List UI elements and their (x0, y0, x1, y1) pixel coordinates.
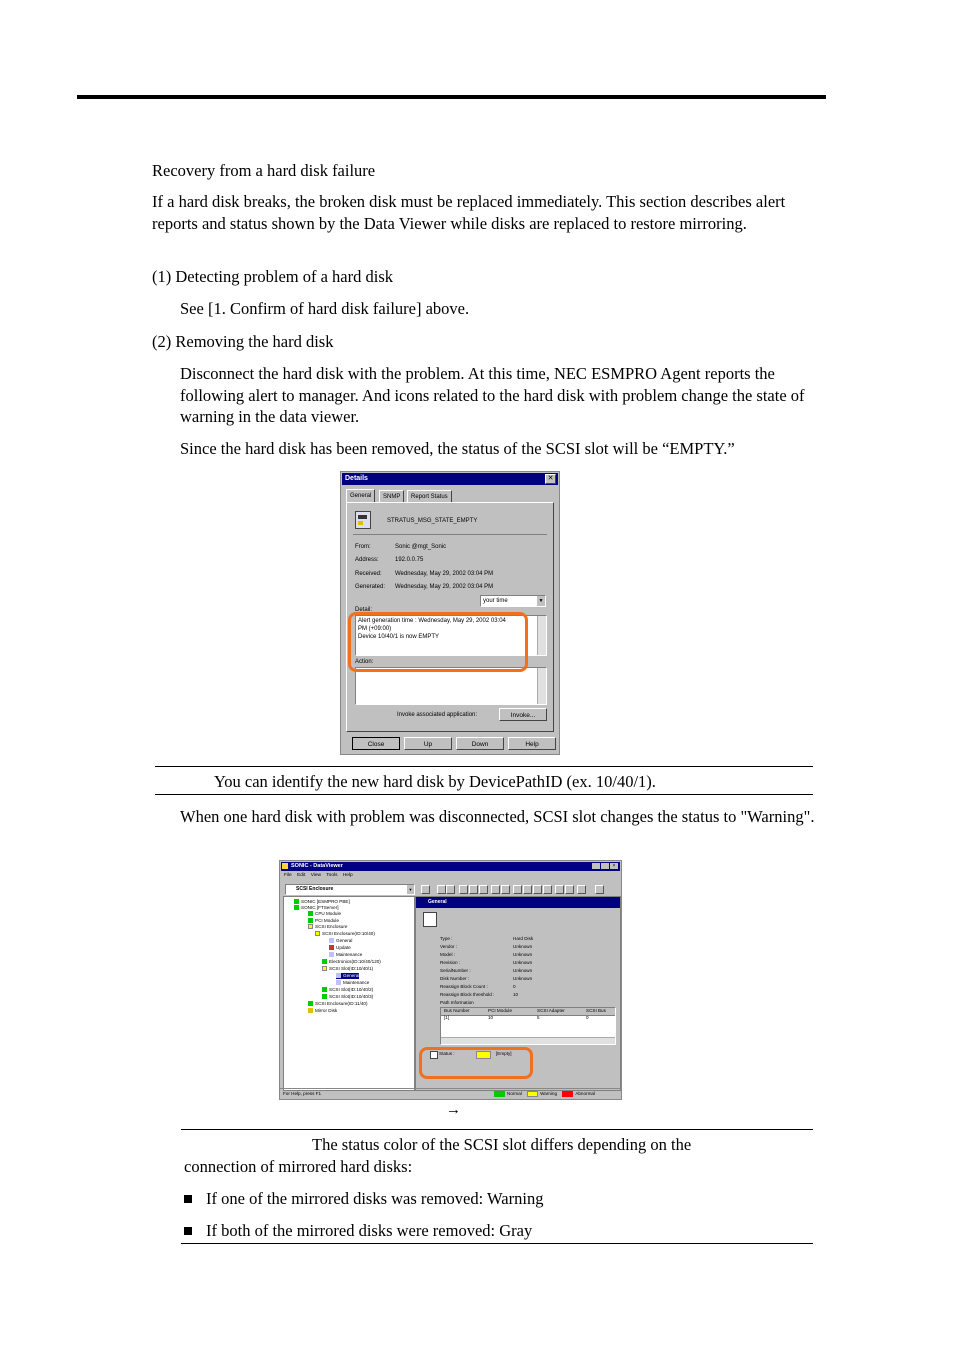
time-select[interactable]: your time ▼ (480, 595, 546, 607)
path-label: Path Information (440, 1000, 474, 1005)
tip-rule-bottom (155, 794, 813, 795)
note-line2: connection of mirrored hard disks: (184, 1157, 413, 1176)
intro-paragraph: If a hard disk breaks, the broken disk must be replaced immediately. This section describes alert reports and status shown by the Data Viewer while disks are replaced to restore mirroring. (152, 192, 786, 233)
tree-item[interactable]: Maintenance (336, 980, 369, 986)
tree-item[interactable]: SCSI Enclosure (308, 924, 347, 930)
help-button[interactable]: Help (508, 737, 556, 750)
toolbar-stop-icon[interactable] (523, 885, 532, 894)
detail-textbox[interactable]: Alert generation time : Wednesday, May 29, 2002 03:04 PM (+09:00) Device 10/40/1 is now EMPTY (355, 615, 547, 656)
legend-normal-swatch (494, 1091, 505, 1097)
tip-text: You can identify the new hard disk by DevicePathID (ex. 10/40/1). (214, 772, 656, 791)
tree-item[interactable]: CPU Module (308, 911, 341, 917)
action-textbox[interactable] (355, 667, 547, 705)
invoke-label: Invoke associated application: (397, 712, 478, 718)
invoke-button[interactable]: Invoke... (499, 708, 547, 721)
arrow-glyph: → (446, 1102, 461, 1118)
status-normal-icon (294, 899, 299, 904)
header-rule (77, 95, 826, 99)
scrollbar[interactable] (537, 616, 546, 655)
close-icon[interactable]: ✕ (545, 474, 556, 484)
legend-normal-label: Normal (507, 1091, 522, 1096)
tree-item[interactable]: SCSI Slot(ID:10/40/1) (322, 966, 373, 972)
generated-value: Wednesday, May 29, 2002 03:04 PM (395, 584, 494, 590)
address-label: Address: (355, 557, 379, 563)
toolbar-large-icons-icon[interactable] (533, 885, 542, 894)
tab-general[interactable]: General (346, 489, 375, 503)
down-button[interactable]: Down (456, 737, 504, 750)
from-value: Sonic @mgt_Sonic (395, 544, 447, 550)
general-icon (329, 938, 334, 943)
tree-item[interactable]: Electronics(ID:10/40/120) (322, 959, 381, 965)
legend-abnormal-swatch (562, 1091, 573, 1097)
toolbar-back-icon[interactable] (437, 885, 446, 894)
step2-body: Disconnect the hard disk with the problem. At this time, NEC ESMPRO Agent reports the following alert to manager. And icons related to the hard disk with problem change the state of warning in the data viewer. (180, 364, 805, 426)
highlight-frame (419, 1047, 533, 1079)
dataviewer-window (279, 860, 622, 1100)
path-cell: 5 (537, 1015, 540, 1020)
toolbar-small-icons-icon[interactable] (543, 885, 552, 894)
menu-view[interactable]: View (310, 873, 322, 878)
legend-abnormal-label: Abnormal (575, 1091, 595, 1096)
path-header: SCSI Adapter (537, 1008, 565, 1013)
pci-module-icon (308, 918, 313, 923)
alert-icon (355, 511, 371, 529)
path-header: PCI Module (488, 1008, 513, 1013)
tree-item[interactable]: SCSI Enclosure(ID:10/40) (315, 931, 375, 937)
property-panel: General Type : Hard Disk Vendor : Unknown Model : Unknown Revision : Unknown SerialNumber : Unknown Disk Number : Unknown Reassign Block Count : 0 Reassign Block threshold : 10 Path Information Bus Number PCI Module SCSI Adapter SCSI Bus [1] 10 5 0 Status : [Empty] (415, 896, 621, 1091)
toolbar-options-icon[interactable] (577, 885, 586, 894)
general-icon (423, 912, 437, 927)
tip-rule-top (155, 766, 813, 767)
enclosure-combo[interactable]: SCSI Enclosure ▼ (285, 884, 415, 895)
note-line1: The status color of the SCSI slot differs depending on the (312, 1135, 692, 1154)
path-table[interactable] (440, 1007, 616, 1045)
tree-item[interactable]: SCSI Slot(ID:10/40/2) (322, 987, 373, 993)
tree-item-selected[interactable]: General (336, 973, 359, 979)
legend-warning-swatch (527, 1091, 538, 1097)
close-button[interactable]: Close (352, 737, 400, 750)
maintenance-icon (329, 952, 334, 957)
status-normal-icon (308, 1001, 313, 1006)
status-warning-icon (322, 966, 327, 971)
minimize-icon[interactable] (592, 863, 600, 869)
scrollbar[interactable] (441, 1037, 615, 1044)
step1-body: See [1. Confirm of hard disk failure] above. (180, 299, 470, 318)
step1-title: (1) Detecting problem of a hard disk (152, 267, 394, 286)
status-warning-icon (308, 924, 313, 929)
chevron-down-icon: ▼ (408, 887, 413, 892)
toolbar-help-icon[interactable] (595, 885, 604, 894)
menu-file[interactable]: File (284, 873, 292, 878)
tree-item[interactable]: Update (329, 945, 351, 951)
toolbar-up-icon[interactable] (421, 885, 430, 894)
dialog-title: Details (342, 473, 558, 485)
step2-title: (2) Removing the hard disk (152, 332, 334, 351)
status-normal-icon (322, 959, 327, 964)
tree-item[interactable]: Mirror Disk (308, 1008, 337, 1014)
maintenance-icon (336, 980, 341, 985)
received-value: Wednesday, May 29, 2002 03:04 PM (395, 571, 494, 577)
general-icon (336, 973, 341, 978)
status-label: Status : (439, 1051, 455, 1056)
path-cell: 0 (586, 1015, 589, 1020)
tree-item[interactable]: SONIC [FTServer] (294, 905, 339, 911)
toolbar-find-icon[interactable] (513, 885, 522, 894)
note-rule-top (181, 1129, 813, 1130)
menu-bar (284, 872, 353, 879)
action-label: Action: (355, 659, 374, 665)
toolbar-details-icon[interactable] (565, 885, 574, 894)
status-warning-icon (315, 931, 320, 936)
warning-paragraph: When one hard disk with problem was disconnected, SCSI slot changes the status to "Warning". (180, 807, 815, 826)
menu-help[interactable]: Help (342, 873, 353, 878)
app-icon (282, 863, 288, 869)
tree-item[interactable]: SCSI Slot(ID:10/40/3) (322, 994, 373, 1000)
toolbar-refresh-icon[interactable] (479, 885, 488, 894)
legend-warning-label: Warning (540, 1091, 558, 1096)
close-icon[interactable]: × (610, 863, 618, 869)
chevron-down-icon: ▼ (538, 598, 544, 604)
bullet-item: If both of the mirrored disks were removed: Gray (184, 1220, 532, 1242)
step2-body2: Since the hard disk has been removed, the status of the SCSI slot will be “EMPTY.” (180, 439, 735, 458)
details-dialog (340, 471, 560, 755)
status-normal-icon (322, 987, 327, 992)
tree-item[interactable]: Maintenance (329, 952, 362, 958)
tree-item[interactable]: SONIC [ESMPRO PBE] (294, 899, 350, 905)
bullet-item: If one of the mirrored disks was removed: Warning (184, 1188, 543, 1210)
path-header: SCSI Bus (586, 1008, 606, 1013)
tree-item[interactable]: SCSI Enclosure(ID:11/40) (308, 1001, 368, 1007)
from-label: From: (355, 544, 371, 550)
note-rule-bottom (181, 1243, 813, 1244)
status-normal-icon (294, 905, 299, 910)
dataviewer-title: SONIC - DataViewer (281, 862, 620, 871)
status-normal-icon (322, 994, 327, 999)
address-value: 192.0.0.75 (395, 557, 424, 563)
alert-message: STRATUS_MSG_STATE_EMPTY (387, 518, 478, 524)
tree-view[interactable] (283, 896, 415, 1091)
toolbar-preview-icon[interactable] (469, 885, 478, 894)
update-icon (329, 945, 334, 950)
toolbar-list-icon[interactable] (555, 885, 564, 894)
tab-report-status[interactable]: Report Status (407, 490, 452, 503)
detail-label: Detail: (355, 607, 373, 613)
scrollbar[interactable] (537, 668, 546, 704)
menu-edit[interactable]: Edit (297, 873, 306, 878)
tree-item[interactable]: General (329, 938, 352, 944)
status-bar-text: For Help, press F1 (283, 1091, 322, 1096)
highlight-frame (348, 612, 528, 672)
generated-label: Generated: (355, 584, 386, 590)
menu-tools[interactable]: Tools (326, 873, 338, 878)
section-heading: Recovery from a hard disk failure (152, 161, 376, 180)
path-cell: 10 (488, 1015, 494, 1020)
toolbar-paste-icon[interactable] (501, 885, 510, 894)
toolbar-print-icon[interactable] (459, 885, 468, 894)
bullet-square-icon (184, 1227, 192, 1235)
toolbar-copy-icon[interactable] (491, 885, 500, 894)
bullet-square-icon (184, 1195, 192, 1203)
path-header: Bus Number (444, 1008, 470, 1013)
toolbar-forward-icon[interactable] (446, 885, 455, 894)
window-controls (592, 863, 618, 869)
path-cell: [1] (444, 1015, 450, 1020)
tree-item[interactable]: PCI Module (308, 918, 339, 924)
up-button[interactable]: Up (404, 737, 452, 750)
status-value: [Empty] (496, 1051, 512, 1056)
status-bar (280, 1088, 621, 1099)
cpu-module-icon (308, 911, 313, 916)
received-label: Received: (355, 571, 382, 577)
panel-title: General (416, 897, 620, 908)
maximize-icon[interactable] (601, 863, 609, 869)
tab-snmp[interactable]: SNMP (379, 490, 404, 503)
mirror-disk-icon (308, 1008, 313, 1013)
